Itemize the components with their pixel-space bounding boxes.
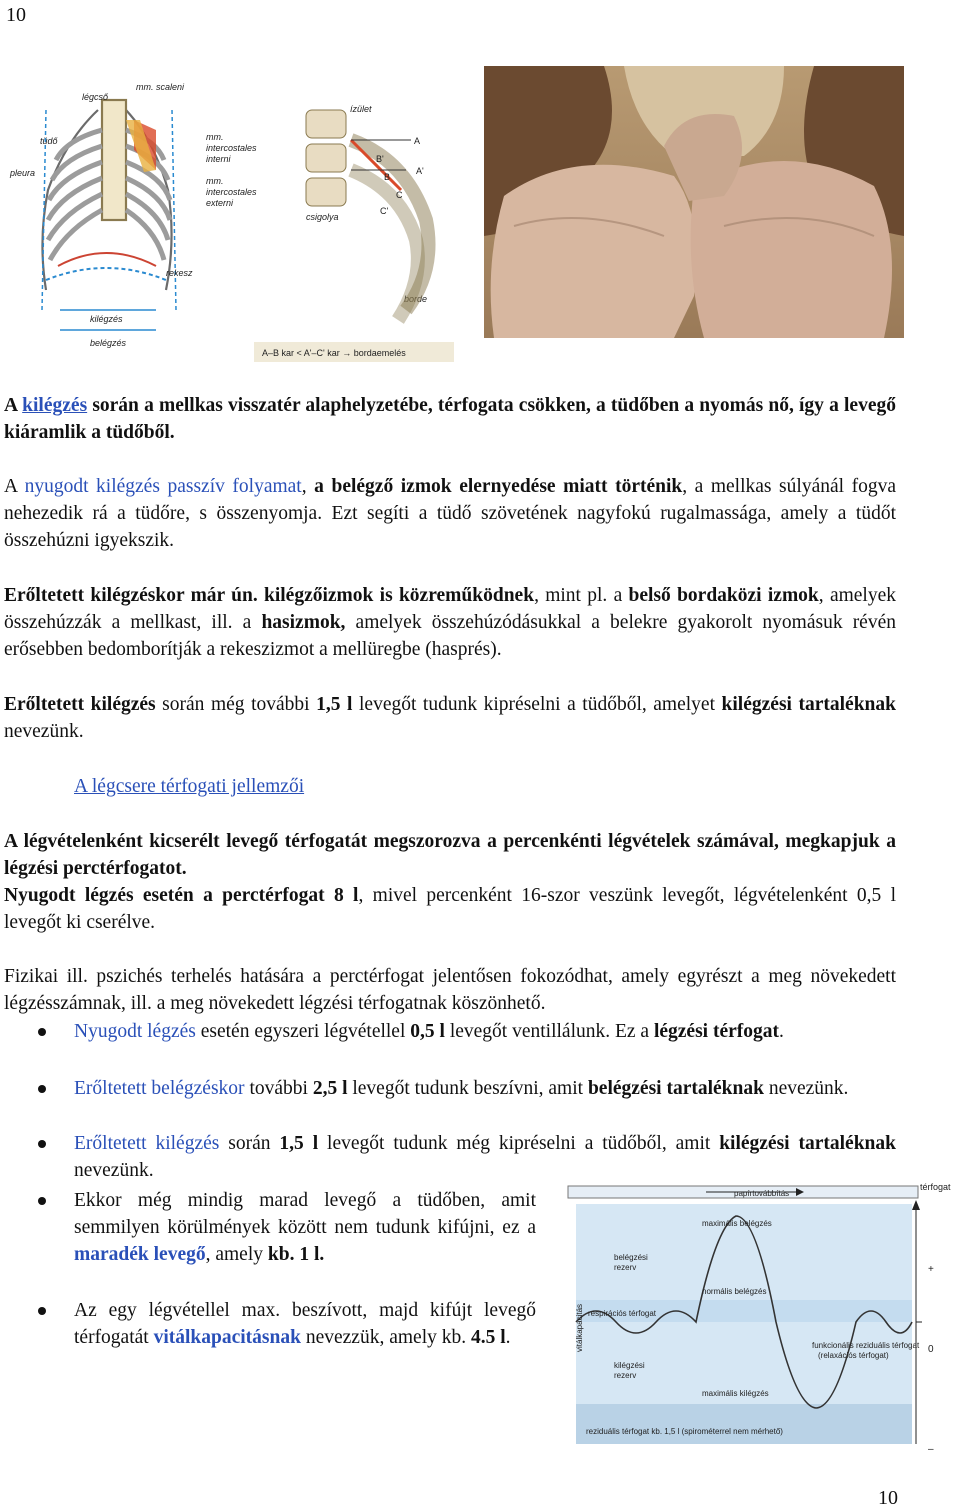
label-legcso: légcső (82, 92, 109, 102)
bullet-item-4 (74, 1187, 536, 1268)
spirogram-diagram (556, 1176, 956, 1471)
bullet3-text-2: levegőt tudunk még kipréselni a tüdőből, amit (318, 1133, 720, 1154)
label-rekesz: rekesz (166, 268, 193, 278)
paragraph-6 (4, 882, 896, 936)
bullet3-text-1: során (219, 1133, 280, 1154)
label-mm-ic-interni-2: intercostales (206, 143, 257, 153)
label-csigolya: csigolya (306, 212, 339, 222)
spiro-max-belegzes: maximális belégzés (702, 1219, 772, 1228)
spiro-funk-1: funkcionális reziduális térfogat (812, 1341, 920, 1350)
bullet3-bold-2: kilégzési tartaléknak (719, 1133, 896, 1154)
para2-text-3: , a mellkas súlyánál fogva nehezedik rá a tüdőre, s összenyomja. Ezt segíti a tüdő szövetének nagyfokú rugalmassága, amely a tüdőt összehúzni igyekszik. (4, 476, 896, 551)
bullet2-bold-2: belégzési tartaléknak (587, 1078, 764, 1099)
section-heading (74, 773, 304, 800)
paragraph-1 (4, 392, 896, 446)
para4-bold-2: 1,5 l (316, 694, 353, 715)
bullet-icon (38, 1085, 46, 1093)
label-izulet: ízület (350, 104, 372, 114)
bullet5-bold: 4.5 l (470, 1327, 506, 1348)
para2-text-1: A (4, 476, 25, 497)
bullet1-blue: Nyugodt légzés (74, 1021, 196, 1042)
bullet-item-2 (74, 1075, 896, 1102)
para2-bold: a belégző izmok elernyedése miatt történik (314, 476, 683, 497)
bullet2-text-2: levegőt tudunk beszívni, amit (347, 1078, 588, 1099)
spiro-tick-zero: 0 (928, 1344, 934, 1355)
spiro-belegzesi-1: belégzési (614, 1253, 648, 1262)
para1-text-1: A (4, 395, 23, 416)
bullet1-text-3: . (779, 1021, 784, 1042)
label-tudo: tüdő (40, 136, 58, 146)
paragraph-7: Fizikai ill. pszichés terhelés hatására a perctérfogat jelentősen fokozódhat, amely egyrészt a meg növekedett légzésszámnak, ill. a meg növekedett légzési térfogatnak köszönhető. (4, 966, 896, 1014)
spiro-vitalkapacitas: vitálkapacitás (575, 1303, 584, 1352)
lung-photo (484, 66, 904, 338)
bullet5-blue: vitálkapacitásnak (153, 1327, 301, 1348)
paragraph-5: A légvételenként kicserélt levegő térfogatát megszorozva a percenkénti légvételek számával, megkapjuk a légzési perctérfogatot. (4, 831, 896, 879)
label-A2: A' (416, 166, 424, 176)
bullet2-bold-1: 2,5 l (312, 1078, 348, 1099)
para4-bold-1: Erőltetett kilégzés (4, 694, 156, 715)
label-B: B (384, 172, 391, 182)
para4-text-2: levegőt tudunk kipréselni a tüdőből, amelyet (352, 694, 722, 715)
spiro-rezidualis: reziduális térfogat kb. 1,5 l (spirométerrel nem mérhető) (586, 1427, 783, 1436)
paragraph-2 (4, 473, 896, 554)
bullet2-blue: Erőltetett belégzéskor (74, 1078, 245, 1099)
spiro-respiracios: respirációs térfogat (588, 1309, 657, 1318)
link-kilegzes[interactable]: kilégzés (22, 395, 88, 416)
label-mm-ic-interni-3: interni (206, 154, 231, 164)
bullet1-text-1: esetén egyszeri légvétellel (195, 1021, 411, 1042)
spiro-tick-minus: – (928, 1444, 934, 1455)
heading-text: A légcsere térfogati jellemzői (74, 776, 305, 797)
bullet1-text-2: levegőt ventillálunk. Ez a (444, 1021, 654, 1042)
bullet-icon (38, 1307, 46, 1315)
bullet5-text-3: . (505, 1327, 511, 1348)
spiro-tick-plus: + (928, 1264, 934, 1275)
label-C2: C' (380, 206, 389, 216)
spiro-normalis: normális belégzés (702, 1287, 767, 1296)
bullet4-text-2: , amely (205, 1244, 268, 1265)
label-mm-ic-interni-1: mm. (206, 132, 224, 142)
para4-bold-3: kilégzési tartaléknak (721, 694, 896, 715)
ribcage-diagram (6, 80, 454, 368)
spiro-terfogat: térfogat (920, 1182, 951, 1192)
para3-bold-2: belső bordaközi izmok (628, 585, 819, 606)
spiro-max-kilegzes: maximális kilégzés (702, 1389, 769, 1398)
para3-text-2: , amelyek összehúzzák a mellkast, ill. a (4, 585, 896, 633)
bullet-icon (38, 1028, 46, 1036)
label-borde: borde (404, 294, 428, 304)
spiro-funk-2: (relaxációs térfogat) (818, 1351, 889, 1360)
bullet-item-1 (74, 1018, 896, 1045)
label-mm-ic-externi-2: intercostales (206, 187, 257, 197)
paragraph-3 (4, 582, 896, 663)
bullet4-blue: maradék levegő (74, 1244, 206, 1265)
label-A: A (414, 136, 421, 146)
bullet-item-5 (74, 1297, 536, 1351)
bullet4-bold: kb. 1 l. (267, 1244, 325, 1265)
label-mm-ic-externi-3: externi (206, 198, 234, 208)
para2-text-2: , (301, 476, 315, 497)
para3-text-1: , mint pl. a (534, 585, 629, 606)
spiro-papirtovabbitas: papírtovábbítás (734, 1189, 790, 1198)
para6-bold: Nyugodt légzés esetén a perctérfogat 8 l (4, 885, 359, 906)
bullet2-text-1: további (244, 1078, 313, 1099)
label-mm-scaleni: mm. scaleni (136, 82, 185, 92)
bullet3-blue: Erőltetett kilégzés (74, 1133, 220, 1154)
label-kilegzes: kilégzés (90, 314, 123, 324)
page-number-top: 10 (6, 4, 26, 26)
label-pleura: pleura (10, 168, 36, 178)
spiro-kilegzesi-2: rezerv (614, 1371, 637, 1380)
label-mm-ic-externi-1: mm. (206, 176, 224, 186)
para3-bold-1: Erőltetett kilégzéskor már ún. kilégzőizmok is közreműködnek (4, 585, 535, 606)
para1-text-2: során a mellkas visszatér alaphelyzetébe, térfogata csökken, a tüdőben a nyomás nő, így a levegő kiáramlik a tüdőből. (4, 395, 896, 443)
bullet5-text-2: nevezzük, amely kb. (300, 1327, 471, 1348)
bullet3-bold-1: 1,5 l (279, 1133, 319, 1154)
para4-text-1: során még további (155, 694, 317, 715)
label-C: C (396, 190, 403, 200)
figure-caption: A–B kar < A'–C' kar → bordaemelés (262, 348, 406, 358)
bullet4-text-1: Ekkor még mindig marad levegő a tüdőben, amit semmilyen körülmények között nem tudunk kifújni, ez a (74, 1190, 536, 1238)
para3-text-3: amelyek összehúzódásukkal a belekre gyakorolt nyomásuk révén erősebben bedomborítják a rekeszizmot a mellüregbe (hasprés). (4, 612, 896, 660)
bullet2-text-3: nevezünk. (763, 1078, 849, 1099)
label-B2: B' (376, 154, 384, 164)
paragraph-4 (4, 691, 896, 745)
para4-text-3: nevezünk. (4, 721, 84, 742)
label-belegzes: belégzés (90, 338, 127, 348)
bullet-icon (38, 1197, 46, 1205)
spiro-kilegzesi-1: kilégzési (614, 1361, 645, 1370)
bullet5-text-1: Az egy légvétellel max. beszívott, majd kifújt levegő térfogatát (74, 1300, 536, 1348)
para6-text: , mivel percenként 16-szor veszünk levegőt, légvételenként 0,5 l levegőt ki cserélve. (4, 885, 896, 933)
bullet1-bold-1: 0,5 l (410, 1021, 445, 1042)
bullet1-bold-2: légzési térfogat (653, 1021, 780, 1042)
bullet-icon (38, 1140, 46, 1148)
para3-bold-3: hasizmok, (261, 612, 346, 633)
bullet3-text-3: nevezünk. (74, 1160, 154, 1181)
page-number-bottom: 10 (878, 1487, 898, 1509)
spiro-belegzesi-2: rezerv (614, 1263, 637, 1272)
para2-blue: nyugodt kilégzés passzív folyamat (24, 476, 302, 497)
